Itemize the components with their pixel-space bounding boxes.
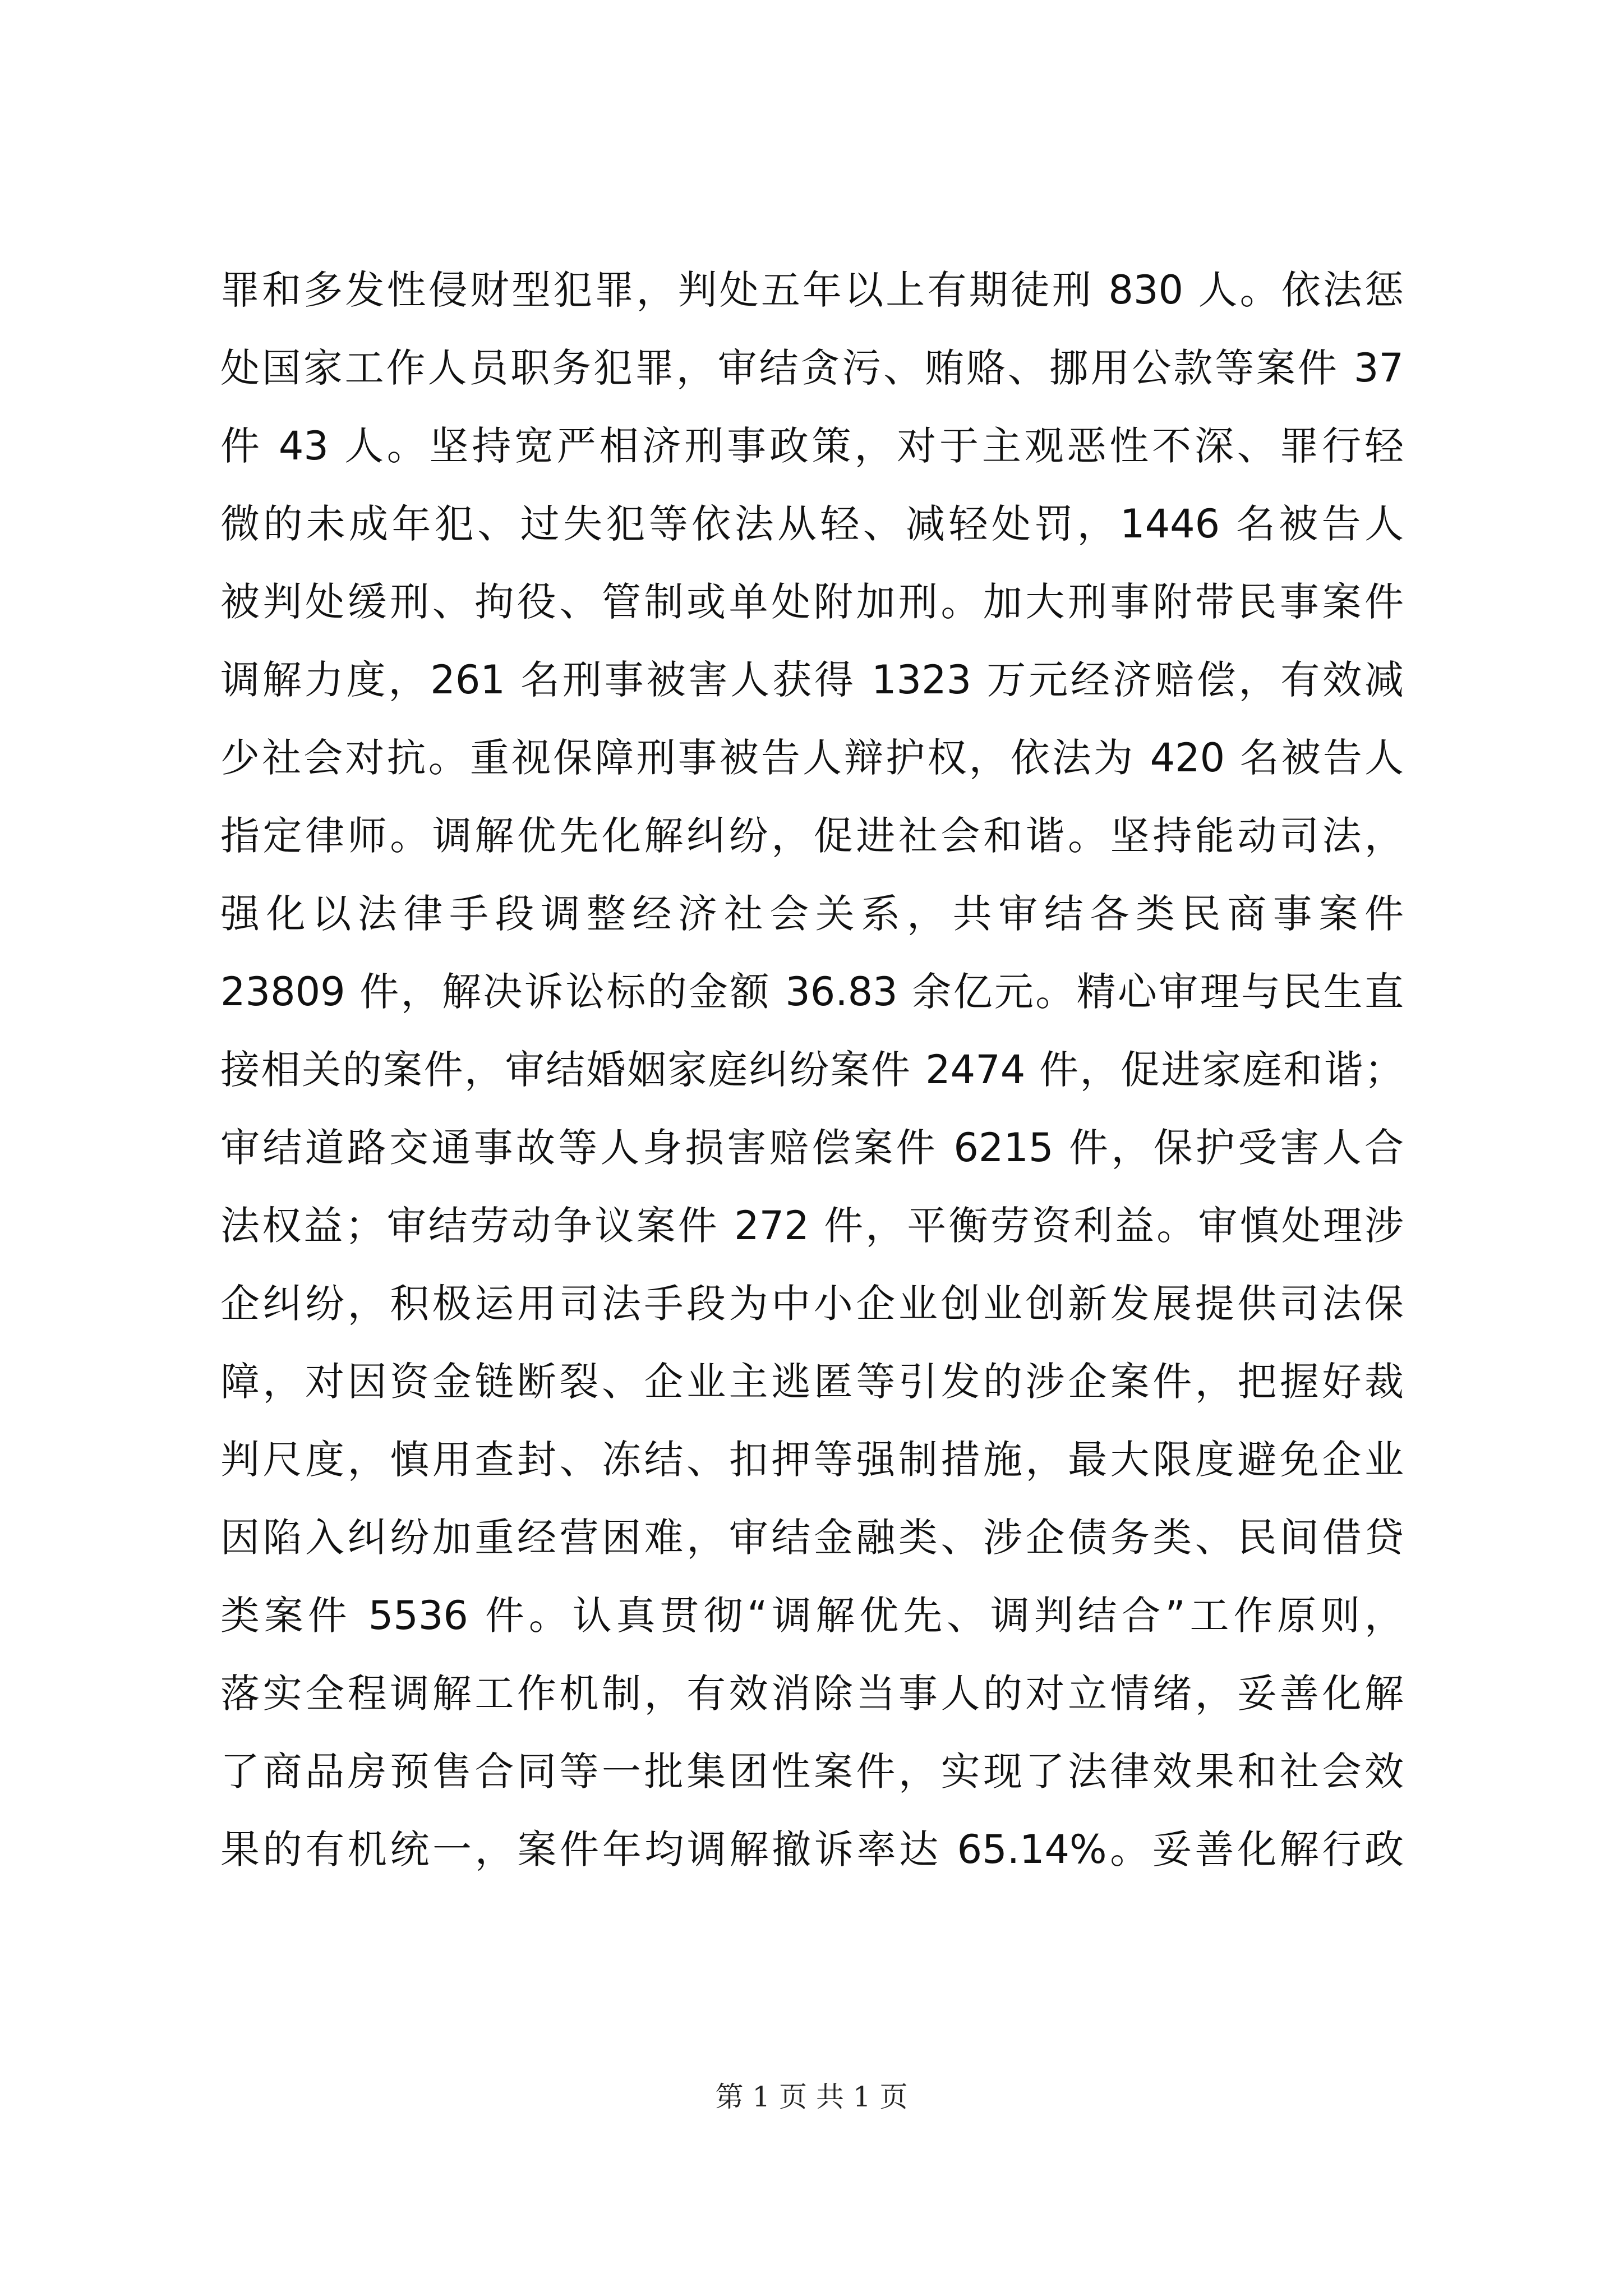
- text-line: 判尺度，慎用查封、冻结、扣押等强制措施，最大限度避免企业: [220, 1437, 1404, 1483]
- text-line: 落实全程调解工作机制，有效消除当事人的对立情绪，妥善化解: [220, 1671, 1404, 1717]
- page-footer: [0, 2080, 1623, 2114]
- text-line: 被判处缓刑、拘役、管制或单处附加刑。加大刑事附带民事案件: [220, 579, 1404, 625]
- page-number-label: 第 1 页 共 1 页: [715, 2081, 908, 2113]
- text-line: 障，对因资金链断裂、企业主逃匿等引发的涉企案件，把握好裁: [220, 1359, 1404, 1405]
- text-line: 处国家工作人员职务犯罪，审结贪污、贿赂、挪用公款等案件 37: [220, 345, 1404, 391]
- text-line: 23809 件，解决诉讼标的金额 36.83 余亿元。精心审理与民生直: [220, 969, 1404, 1015]
- text-line: 果的有机统一，案件年均调解撤诉率达 65.14%。妥善化解行政: [220, 1826, 1404, 1872]
- text-line: 件 43 人。坚持宽严相济刑事政策，对于主观恶性不深、罪行轻: [220, 423, 1404, 469]
- text-line: 罪和多发性侵财型犯罪，判处五年以上有期徒刑 830 人。依法惩: [220, 267, 1404, 313]
- text-line: 微的未成年犯、过失犯等依法从轻、减轻处罚，1446 名被告人: [220, 501, 1404, 547]
- text-line: 少社会对抗。重视保障刑事被告人辩护权，依法为 420 名被告人: [220, 735, 1404, 781]
- text-line: 了商品房预售合同等一批集团性案件，实现了法律效果和社会效: [220, 1749, 1404, 1795]
- text-line: 指定律师。调解优先化解纠纷，促进社会和谐。坚持能动司法，: [220, 813, 1404, 859]
- text-line: 企纠纷，积极运用司法手段为中小企业创业创新发展提供司法保: [220, 1281, 1404, 1327]
- text-line: 调解力度，261 名刑事被害人获得 1323 万元经济赔偿，有效减: [220, 657, 1404, 703]
- text-line: 法权益；审结劳动争议案件 272 件，平衡劳资利益。审慎处理涉: [220, 1203, 1404, 1249]
- text-line: 强化以法律手段调整经济社会关系，共审结各类民商事案件: [220, 891, 1404, 937]
- text-line: 审结道路交通事故等人身损害赔偿案件 6215 件，保护受害人合: [220, 1125, 1404, 1171]
- body-text: [220, 251, 1404, 1889]
- text-line: 因陷入纠纷加重经营困难，审结金融类、涉企债务类、民间借贷: [220, 1515, 1404, 1561]
- text-line: 类案件 5536 件。认真贯彻“调解优先、调判结合”工作原则，: [220, 1593, 1404, 1639]
- text-line: 接相关的案件，审结婚姻家庭纠纷案件 2474 件，促进家庭和谐；: [220, 1047, 1404, 1093]
